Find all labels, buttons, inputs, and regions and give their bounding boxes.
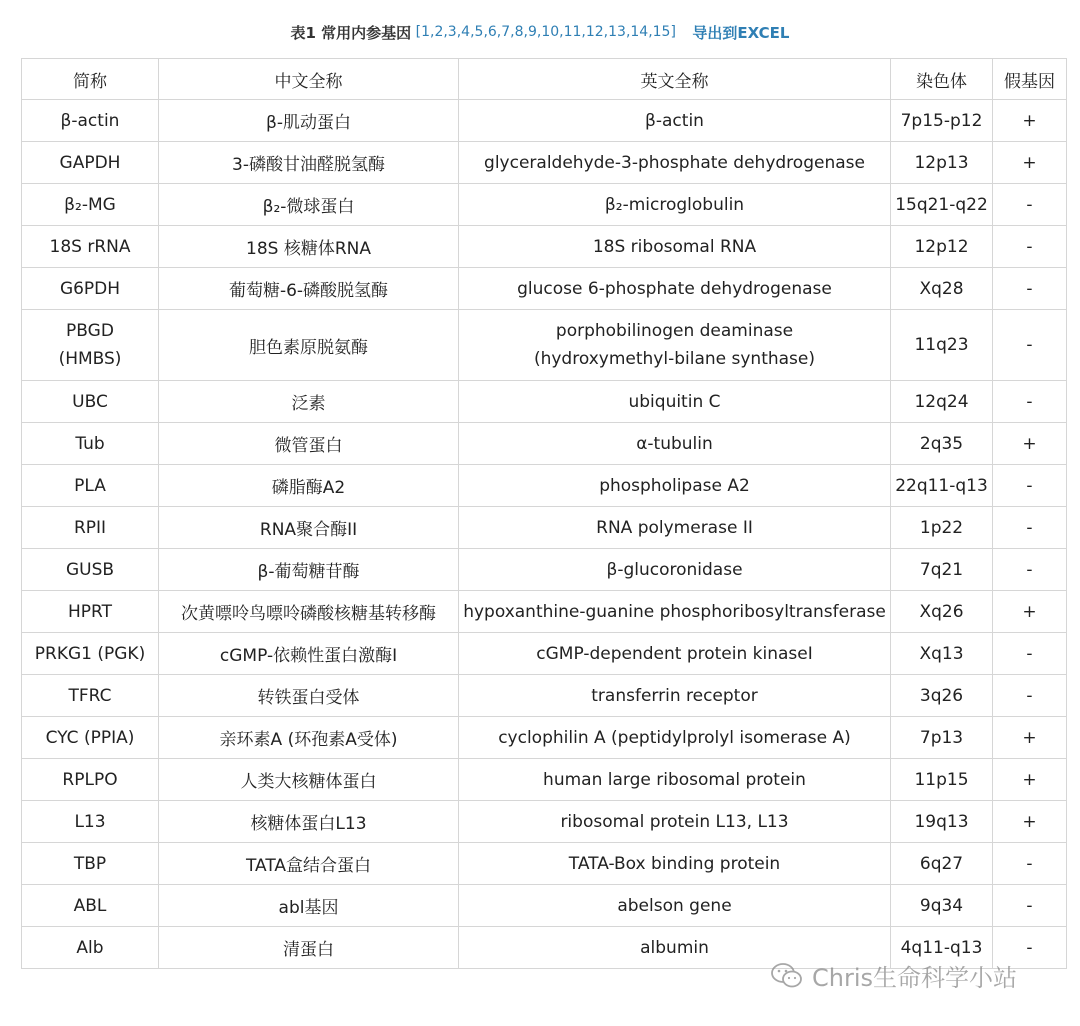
table-row (22, 423, 1067, 465)
cell-english-name (459, 885, 891, 927)
cell-chinese-name: 次黄嘌呤鸟嘌呤磷酸核糖基转移酶 (159, 591, 459, 633)
reference-link[interactable]: ,12 (581, 24, 604, 40)
cell-abbreviation (22, 100, 159, 142)
cell-chromosome: 6q27 (891, 843, 993, 885)
cell-chinese-name: 磷脂酶A2 (159, 465, 459, 507)
cell-abbreviation-line: TBP (73, 853, 107, 874)
cell-english-name-line: β₂-microglobulin (604, 194, 745, 215)
cell-english-name (459, 507, 891, 549)
cell-chromosome: 7q21 (891, 549, 993, 591)
cell-chromosome: 11q23 (891, 310, 993, 381)
cell-chinese-name: 葡萄糖-6-磷酸脱氢酶 (159, 268, 459, 310)
cell-chromosome: 15q21-q22 (891, 184, 993, 226)
cell-chinese-name: β-肌动蛋白 (159, 100, 459, 142)
table-row (22, 801, 1067, 843)
cell-english-name (459, 142, 891, 184)
cell-abbreviation (22, 226, 159, 268)
table-row (22, 100, 1067, 142)
cell-chinese-name: abl基因 (159, 885, 459, 927)
cell-english-name-line: 18S ribosomal RNA (592, 236, 757, 257)
cell-pseudogene: - (993, 184, 1067, 226)
cell-chinese-name: β₂-微球蛋白 (159, 184, 459, 226)
cell-english-name-line: phospholipase A2 (599, 475, 750, 496)
cell-chromosome: 9q34 (891, 885, 993, 927)
cell-english-name-line: porphobilinogen deaminase (555, 321, 794, 341)
table-row (22, 717, 1067, 759)
cell-chinese-name: 核糖体蛋白L13 (159, 801, 459, 843)
table-row (22, 268, 1067, 310)
cell-abbreviation-line: G6PDH (59, 278, 121, 299)
wechat-icon (770, 962, 804, 990)
cell-english-name-line: α-tubulin (636, 433, 713, 454)
reference-link[interactable]: [1 (415, 24, 430, 40)
cell-english-name (459, 843, 891, 885)
cell-abbreviation (22, 801, 159, 843)
cell-abbreviation (22, 142, 159, 184)
cell-abbreviation-line: RPII (73, 517, 107, 538)
cell-chinese-name: 人类大核糖体蛋白 (159, 759, 459, 801)
reference-link[interactable]: ,14 (625, 24, 649, 40)
table-row (22, 507, 1067, 549)
cell-chromosome: 12p13 (891, 142, 993, 184)
cell-abbreviation (22, 465, 159, 507)
reference-link[interactable]: ,8 (510, 24, 524, 40)
table-row (22, 633, 1067, 675)
cell-english-name-line: glucose 6-phosphate dehydrogenase (517, 278, 832, 299)
cell-pseudogene: - (993, 507, 1067, 549)
table-row (22, 142, 1067, 184)
cell-chromosome: 11p15 (891, 759, 993, 801)
table-row (22, 381, 1067, 423)
cell-english-name (459, 717, 891, 759)
cell-english-name (459, 226, 891, 268)
reference-link[interactable]: ,3 (443, 24, 457, 40)
reference-link[interactable]: ,9 (523, 24, 537, 40)
cell-chromosome: 12q24 (891, 381, 993, 423)
reference-link[interactable]: ,10 (536, 24, 560, 40)
cell-pseudogene: + (993, 717, 1067, 759)
cell-chinese-name: 18S 核糖体RNA (159, 226, 459, 268)
table-row (22, 843, 1067, 885)
cell-abbreviation (22, 885, 159, 927)
cell-pseudogene: - (993, 633, 1067, 675)
reference-link[interactable]: ,2 (430, 24, 444, 40)
cell-english-name (459, 801, 891, 843)
cell-english-name-line: RNA polymerase II (596, 517, 753, 538)
header-abbreviation: 简称 (22, 59, 159, 100)
cell-pseudogene: + (993, 759, 1067, 801)
cell-pseudogene: + (993, 591, 1067, 633)
export-excel-link[interactable]: 导出到EXCEL (692, 24, 790, 42)
table-row (22, 591, 1067, 633)
cell-pseudogene: - (993, 226, 1067, 268)
table-body (22, 100, 1067, 969)
cell-abbreviation-line: β-actin (60, 110, 120, 131)
cell-abbreviation-line: GUSB (65, 559, 115, 580)
watermark (770, 958, 1017, 993)
cell-abbreviation-line: PBGD (66, 321, 114, 341)
cell-chinese-name: 胆色素原脱氨酶 (159, 310, 459, 381)
table-header-row (22, 59, 1067, 100)
cell-abbreviation (22, 591, 159, 633)
reference-link[interactable]: ,6 (483, 24, 497, 40)
cell-abbreviation (22, 381, 159, 423)
cell-abbreviation (22, 675, 159, 717)
cell-abbreviation-line: L13 (74, 811, 106, 832)
table-row (22, 465, 1067, 507)
cell-abbreviation (22, 268, 159, 310)
cell-chinese-name: 转铁蛋白受体 (159, 675, 459, 717)
cell-pseudogene: - (993, 549, 1067, 591)
cell-english-name (459, 675, 891, 717)
cell-pseudogene: - (993, 885, 1067, 927)
cell-pseudogene: + (993, 100, 1067, 142)
cell-abbreviation-line: UBC (72, 391, 108, 412)
table-row (22, 675, 1067, 717)
cell-abbreviation-line: RPLPO (62, 769, 118, 790)
reference-link[interactable]: ,11 (559, 24, 582, 40)
cell-english-name-line: hypoxanthine-guanine phosphoribosyltransferase (463, 601, 886, 622)
cell-pseudogene: - (993, 310, 1067, 381)
cell-english-name (459, 310, 891, 381)
cell-abbreviation-line: PRKG1 (PGK) (34, 643, 146, 664)
table-row (22, 549, 1067, 591)
cell-english-name (459, 549, 891, 591)
cell-english-name (459, 423, 891, 465)
cell-chinese-name: 泛素 (159, 381, 459, 423)
cell-abbreviation (22, 549, 159, 591)
cell-abbreviation (22, 423, 159, 465)
cell-chinese-name: 微管蛋白 (159, 423, 459, 465)
cell-chromosome: 12p12 (891, 226, 993, 268)
cell-abbreviation-line: β₂-MG (64, 194, 116, 215)
cell-english-name-line: (hydroxymethyl-bilane synthase) (533, 349, 816, 369)
cell-chinese-name: 3-磷酸甘油醛脱氢酶 (159, 142, 459, 184)
cell-english-name-line: cGMP-dependent protein kinaseI (536, 643, 813, 664)
cell-chinese-name: 清蛋白 (159, 927, 459, 969)
cell-abbreviation (22, 184, 159, 226)
cell-english-name (459, 465, 891, 507)
cell-abbreviation-line: TFRC (68, 685, 112, 706)
cell-abbreviation-line: Alb (76, 937, 104, 958)
cell-chromosome: Xq13 (891, 633, 993, 675)
table-row (22, 310, 1067, 381)
cell-english-name-line: ribosomal protein L13, L13 (560, 811, 789, 832)
cell-chromosome: Xq28 (891, 268, 993, 310)
cell-chromosome: Xq26 (891, 591, 993, 633)
cell-english-name-line: glyceraldehyde-3-phosphate dehydrogenase (484, 152, 865, 173)
cell-chromosome: 19q13 (891, 801, 993, 843)
cell-pseudogene: - (993, 381, 1067, 423)
cell-abbreviation-line: Tub (75, 433, 105, 454)
cell-abbreviation (22, 843, 159, 885)
table-row (22, 226, 1067, 268)
cell-pseudogene: + (993, 801, 1067, 843)
cell-chinese-name: 亲环素A (环孢素A受体) (159, 717, 459, 759)
cell-chinese-name: β-葡萄糖苷酶 (159, 549, 459, 591)
cell-english-name-line: human large ribosomal protein (543, 769, 806, 790)
cell-english-name-line: β-actin (645, 110, 704, 131)
table-title: 表1 常用内参基因 (290, 24, 412, 42)
cell-chinese-name: cGMP-依赖性蛋白激酶I (159, 633, 459, 675)
cell-abbreviation (22, 759, 159, 801)
header-chinese-name: 中文全称 (159, 59, 459, 100)
cell-chromosome: 2q35 (891, 423, 993, 465)
cell-english-name-line: transferrin receptor (591, 685, 758, 706)
cell-english-name (459, 184, 891, 226)
cell-chinese-name: TATA盒结合蛋白 (159, 843, 459, 885)
cell-abbreviation-line: ABL (73, 895, 107, 916)
cell-abbreviation-line: 18S rRNA (49, 236, 131, 257)
cell-chinese-name: RNA聚合酶II (159, 507, 459, 549)
cell-english-name-line: albumin (640, 937, 709, 958)
reference-link[interactable]: ,13 (603, 24, 626, 40)
cell-english-name (459, 759, 891, 801)
table-row (22, 759, 1067, 801)
cell-abbreviation-line: CYC (PPIA) (45, 727, 135, 748)
cell-pseudogene: - (993, 268, 1067, 310)
reference-link[interactable]: ,7 (496, 24, 511, 40)
cell-abbreviation (22, 310, 159, 381)
cell-english-name-line: cyclophilin A (peptidylprolyl isomerase A) (498, 727, 851, 748)
cell-pseudogene: - (993, 843, 1067, 885)
cell-chromosome: 7p15-p12 (891, 100, 993, 142)
cell-abbreviation (22, 927, 159, 969)
header-pseudogene: 假基因 (993, 59, 1067, 100)
cell-chromosome: 22q11-q13 (891, 465, 993, 507)
cell-english-name-line: ubiquitin C (628, 391, 721, 412)
cell-abbreviation (22, 507, 159, 549)
cell-chromosome: 1p22 (891, 507, 993, 549)
cell-english-name (459, 633, 891, 675)
header-chromosome: 染色体 (891, 59, 993, 100)
cell-english-name-line: TATA-Box binding protein (568, 853, 781, 874)
cell-abbreviation-line: PLA (74, 475, 106, 496)
cell-english-name-line: abelson gene (617, 895, 732, 916)
cell-pseudogene: - (993, 465, 1067, 507)
table-row (22, 885, 1067, 927)
cell-pseudogene: + (993, 423, 1067, 465)
table-row (22, 184, 1067, 226)
table-caption (0, 22, 1080, 43)
reference-links (411, 24, 680, 40)
cell-english-name (459, 100, 891, 142)
cell-chromosome: 4q11-q13 (891, 927, 993, 969)
cell-chromosome: 3q26 (891, 675, 993, 717)
cell-english-name-line: β-glucoronidase (606, 559, 743, 580)
cell-english-name (459, 381, 891, 423)
cell-abbreviation-line: (HMBS) (58, 349, 122, 369)
cell-abbreviation-line: GAPDH (59, 152, 121, 173)
cell-pseudogene: - (993, 927, 1067, 969)
cell-english-name (459, 268, 891, 310)
header-english-name: 英文全称 (459, 59, 891, 100)
cell-chromosome: 7p13 (891, 717, 993, 759)
cell-abbreviation (22, 717, 159, 759)
reference-link[interactable]: ,4 (456, 24, 471, 40)
reference-link[interactable]: ,5 (470, 24, 484, 40)
reference-genes-table (21, 58, 1067, 969)
cell-english-name (459, 591, 891, 633)
cell-abbreviation (22, 633, 159, 675)
cell-pseudogene: - (993, 675, 1067, 717)
cell-pseudogene: + (993, 142, 1067, 184)
cell-abbreviation-line: HPRT (68, 601, 112, 622)
watermark-text: Chris生命科学小站 (812, 964, 1018, 992)
reference-link[interactable]: ,15] (648, 24, 676, 40)
